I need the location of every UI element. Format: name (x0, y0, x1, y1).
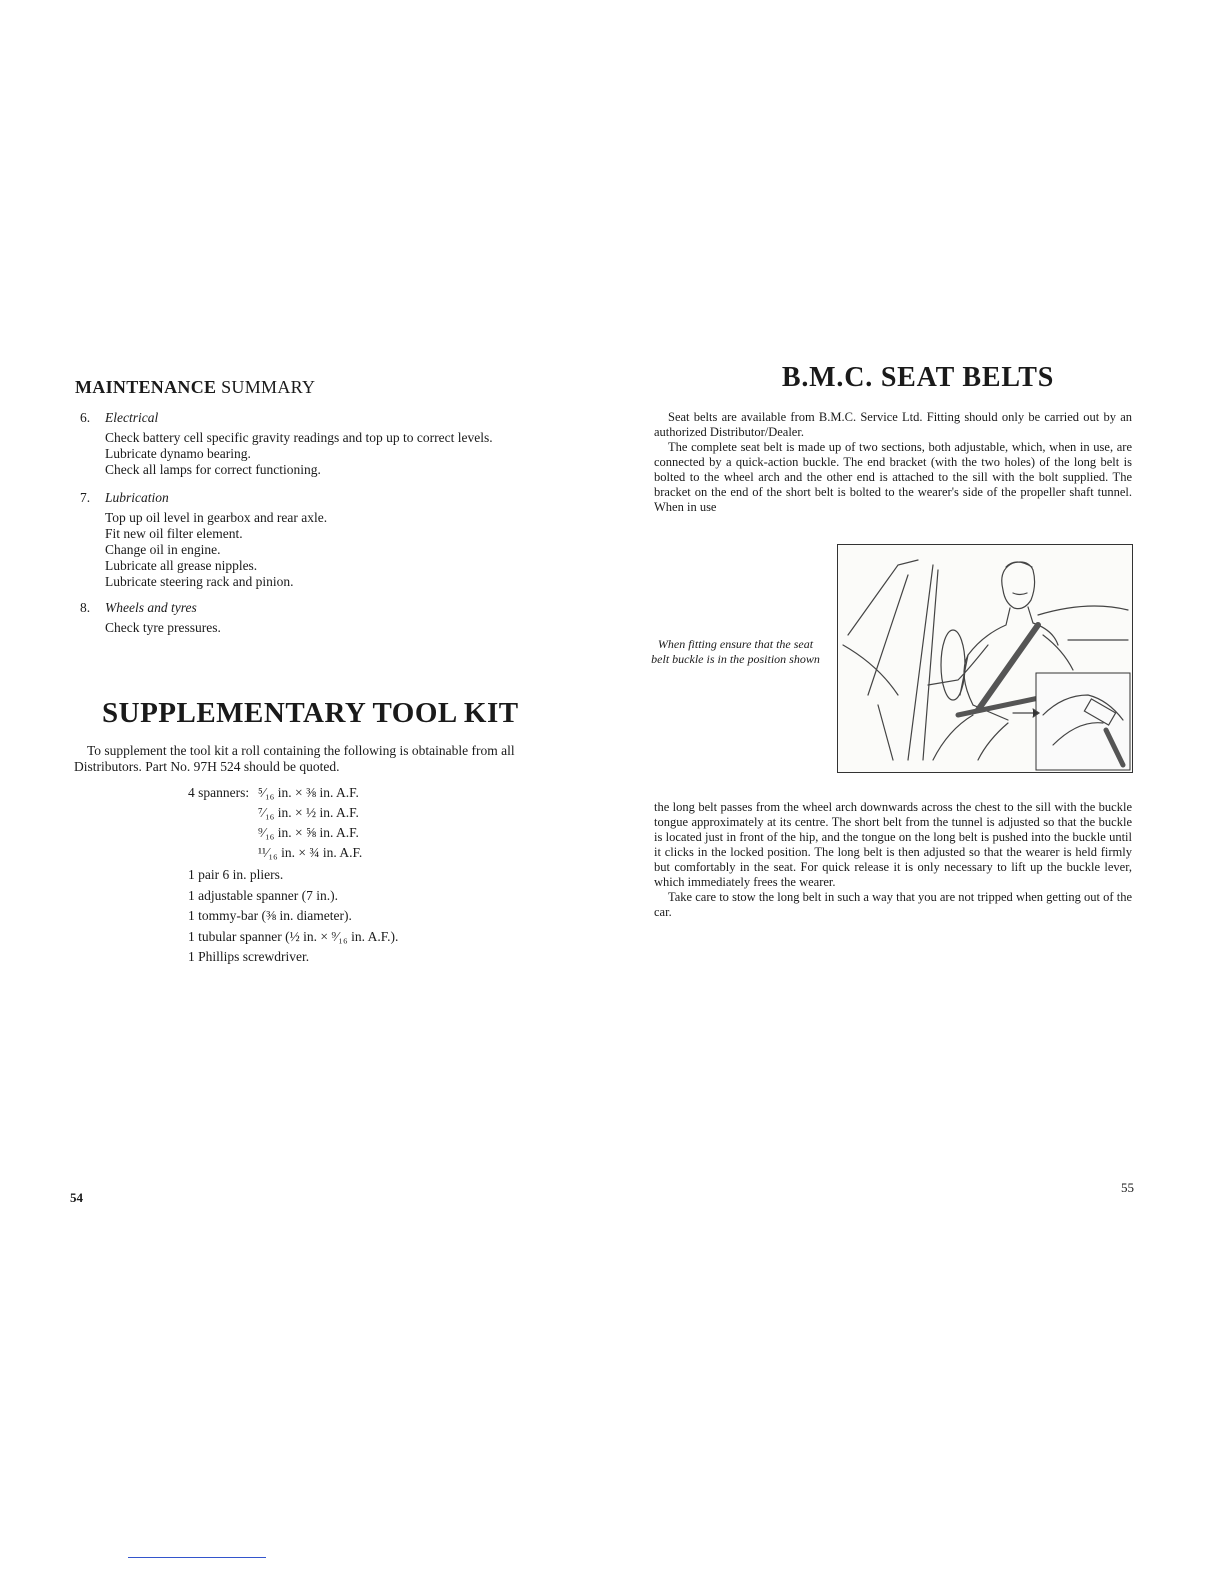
list-item: Change oil in engine. (105, 542, 221, 557)
heading-rest: SUMMARY (221, 377, 316, 397)
list-item: Lubricate all grease nipples. (105, 558, 258, 573)
list-item: Check tyre pressures. (105, 620, 221, 635)
list-item: Check all lamps for correct functioning. (105, 462, 321, 477)
tool-kit-intro-text: To supplement the tool kit a roll containing the following is obtainable from all Distributors. Part No. 97H 524 should be quoted. (74, 743, 515, 774)
spanner-size: ⁷⁄₁₆ in. × ½ in. A.F. (258, 805, 359, 820)
maintenance-section-wheels (80, 600, 600, 636)
list-item: Top up oil level in gearbox and rear axle. (105, 510, 328, 525)
seat-belts-heading: B.M.C. SEAT BELTS (781, 362, 1055, 393)
spanner-size: ⁹⁄₁₆ in. × ⅝ in. A.F. (258, 825, 359, 840)
list-item: Lubricate dynamo bearing. (105, 446, 251, 461)
driver-seat-belt-drawing (838, 545, 1132, 772)
heading-main: MAINTENANCE (75, 377, 217, 397)
spanner-list (188, 783, 362, 863)
tool-item: 1 tubular spanner (½ in. × ⁹⁄₁₆ in. A.F.). (188, 928, 399, 944)
maintenance-summary-heading (75, 377, 315, 398)
paragraph: the long belt passes from the wheel arch downwards across the chest to the sill with the buckle tongue approximately at its centre. The short belt from the tunnel is adjusted so that the buckle is located just in front of the hip, and the tongue on the long belt is pushed into the buckle until it clicks in the locked position. The long belt is then adjusted so that the wearer is held firmly but comfortably in the seat. For quick release it is only necessary to lift up the buckle lever, which immediately frees the wearer. (654, 800, 1132, 889)
paragraph: The complete seat belt is made up of two sections, both adjustable, which, when in use, are connected by a quick-action buckle. The end bracket (with the two holes) of the long belt is bolted to the wheel arch and the other end is attached to the sill with the bolt supplied. The bracket on the end of the short belt is bolted to the wearer's side of the propeller shaft tunnel. When in use (654, 440, 1132, 514)
list-item: Check battery cell specific gravity readings and top up to correct levels. (105, 430, 493, 445)
section-number: 8. (80, 600, 91, 615)
page-number-right: 55 (1121, 1180, 1134, 1195)
spanner-size: ⁵⁄₁₆ in. × ⅜ in. A.F. (258, 785, 359, 800)
figure-caption: When fitting ensure that the seat belt buckle is in the position shown (651, 637, 820, 666)
maintenance-section-electrical (80, 410, 600, 478)
section-title: Lubrication (105, 490, 169, 505)
tool-item: 1 Phillips screwdriver. (188, 949, 310, 964)
tool-kit-heading: SUPPLEMENTARY TOOL KIT (102, 697, 519, 729)
tool-list (188, 865, 398, 968)
section-title: Electrical (105, 410, 159, 425)
maintenance-section-lubrication (80, 490, 600, 590)
footer-rule (128, 1557, 266, 1558)
tool-item: 1 adjustable spanner (7 in.). (188, 887, 338, 903)
section-number: 7. (80, 490, 91, 505)
seat-belt-illustration (837, 544, 1133, 773)
list-item: Lubricate steering rack and pinion. (105, 574, 294, 589)
section-title: Wheels and tyres (105, 600, 197, 615)
right-page (612, 0, 1224, 1584)
spanners-label: 4 spanners: (188, 785, 250, 800)
tool-kit-intro (74, 743, 564, 775)
section-number: 6. (80, 410, 91, 425)
list-item: Fit new oil filter element. (105, 526, 243, 541)
seat-belts-text-bottom (654, 800, 1132, 920)
paragraph: Take care to stow the long belt in such a way that you are not tripped when getting out of the car. (654, 890, 1132, 919)
seat-belts-text-top (654, 410, 1132, 515)
page-number-left: 54 (70, 1190, 83, 1205)
tool-item: 1 tommy-bar (⅜ in. diameter). (188, 908, 352, 923)
paragraph: Seat belts are available from B.M.C. Service Ltd. Fitting should only be carried out by an authorized Distributor/Dealer. (654, 410, 1132, 439)
tool-item: 1 pair 6 in. pliers. (188, 867, 284, 882)
spanner-size: ¹¹⁄₁₆ in. × ¾ in. A.F. (258, 845, 363, 860)
